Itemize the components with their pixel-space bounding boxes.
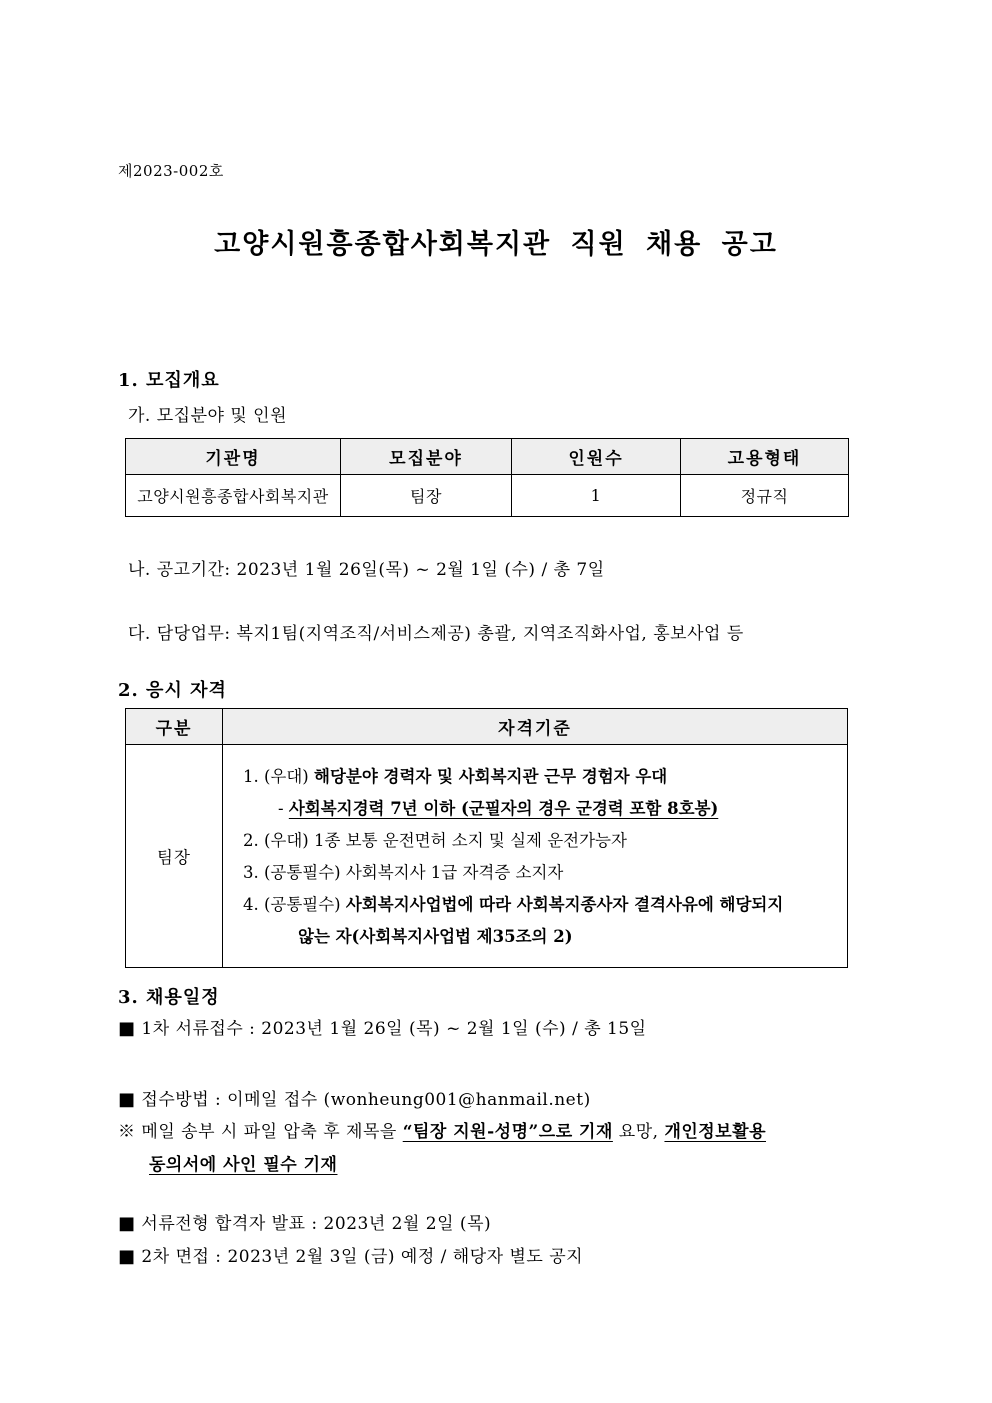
schedule-text: 1차 서류접수 : 2023년 1월 26일 (목) ~ 2월 1일 (수) / 총 15일 — [141, 1019, 647, 1039]
section-2-heading: 2. 응시 자격 — [118, 680, 227, 701]
table-header-row — [126, 439, 849, 475]
schedule-line-interview — [118, 1240, 583, 1274]
criteria-item-4-emphasis-line1: 사회복지사업법에 따라 사회복지종사자 결격사유에 해당되지 — [345, 895, 784, 914]
note-emphasis-subject-format: “팀장 지원-성명”으로 기재 — [402, 1122, 613, 1142]
table-row — [126, 745, 848, 968]
recruitment-overview-table — [125, 438, 849, 517]
col-header-count: 인원수 — [512, 439, 681, 475]
square-bullet-icon: ■ — [118, 1089, 136, 1110]
square-bullet-icon: ■ — [118, 1213, 136, 1234]
col-header-field: 모집분야 — [341, 439, 512, 475]
page-title: 고양시원흥종합사회복지관 직원 채용 공고 — [214, 229, 778, 260]
criteria-item-4 — [243, 889, 833, 953]
note-text-middle: 요망, — [612, 1122, 665, 1142]
document-number: 제2023-002호 — [118, 162, 224, 180]
square-bullet-icon: ■ — [118, 1246, 136, 1267]
criteria-subnote-dash: - — [278, 799, 289, 818]
criteria-item-3: 3. (공통필수) 사회복지사 1급 자격증 소지자 — [243, 863, 564, 882]
square-bullet-icon: ■ — [118, 1018, 136, 1039]
cell-count: 1 — [512, 475, 681, 517]
col-header-category: 구분 — [126, 709, 223, 745]
col-header-institution: 기관명 — [126, 439, 341, 475]
criteria-item-1-subnote — [243, 793, 833, 825]
cell-institution: 고양시원흥종합사회복지관 — [126, 475, 341, 517]
criteria-item-1-prefix: 1. (우대) — [243, 767, 314, 786]
section-1-heading: 1. 모집개요 — [118, 370, 220, 391]
criteria-item-4-emphasis-line2: 않는 자(사회복지사업법 제35조의 2) — [298, 927, 573, 946]
qualification-table — [125, 708, 848, 968]
criteria-subnote-emphasis: 사회복지경력 7년 이하 (군필자의 경우 군경력 포함 8호봉) — [288, 799, 719, 818]
schedule-line-application-method — [118, 1083, 591, 1117]
note-text-prefix: 메일 송부 시 파일 압축 후 제목을 — [141, 1122, 403, 1142]
table-row — [126, 475, 849, 517]
section-3-heading: 3. 채용일정 — [118, 987, 220, 1008]
criteria-item-1-emphasis: 해당분야 경력자 및 사회복지관 근무 경험자 우대 — [314, 767, 668, 786]
cell-field: 팀장 — [341, 475, 512, 517]
note-emphasis-privacy-line2: 동의서에 사인 필수 기재 — [149, 1155, 338, 1175]
table-header-row — [126, 709, 848, 745]
cell-position: 팀장 — [126, 745, 223, 968]
schedule-line-result-announcement — [118, 1207, 491, 1241]
note-emphasis-privacy-line1: 개인정보활용 — [664, 1122, 766, 1142]
section-1-sub-b-period: 나. 공고기간: 2023년 1월 26일(목) ~ 2월 1일 (수) / 총 7일 — [128, 560, 605, 580]
schedule-note-email-instructions — [118, 1116, 898, 1182]
schedule-text: 접수방법 : 이메일 접수 (wonheung001@hanmail.net) — [141, 1090, 591, 1110]
criteria-item-4-prefix: 4. (공통필수) — [243, 895, 346, 914]
cell-employment-type: 정규직 — [681, 475, 849, 517]
section-1-sub-c-duties: 다. 담당업무: 복지1팀(지역조직/서비스제공) 총괄, 지역조직화사업, 홍보사업 등 — [128, 624, 744, 644]
schedule-text: 2차 면접 : 2023년 2월 3일 (금) 예정 / 해당자 별도 공지 — [141, 1247, 584, 1267]
criteria-item-1 — [243, 761, 833, 793]
criteria-item-2: 2. (우대) 1종 보통 운전면허 소지 및 실제 운전가능자 — [243, 831, 627, 850]
schedule-line-document-submission — [118, 1012, 647, 1046]
cell-criteria-list — [223, 745, 848, 968]
reference-mark-icon: ※ — [118, 1122, 136, 1142]
col-header-criteria: 자격기준 — [223, 709, 848, 745]
section-1-sub-a: 가. 모집분야 및 인원 — [128, 406, 287, 426]
col-header-employment-type: 고용형태 — [681, 439, 849, 475]
schedule-text: 서류전형 합격자 발표 : 2023년 2월 2일 (목) — [141, 1214, 492, 1234]
